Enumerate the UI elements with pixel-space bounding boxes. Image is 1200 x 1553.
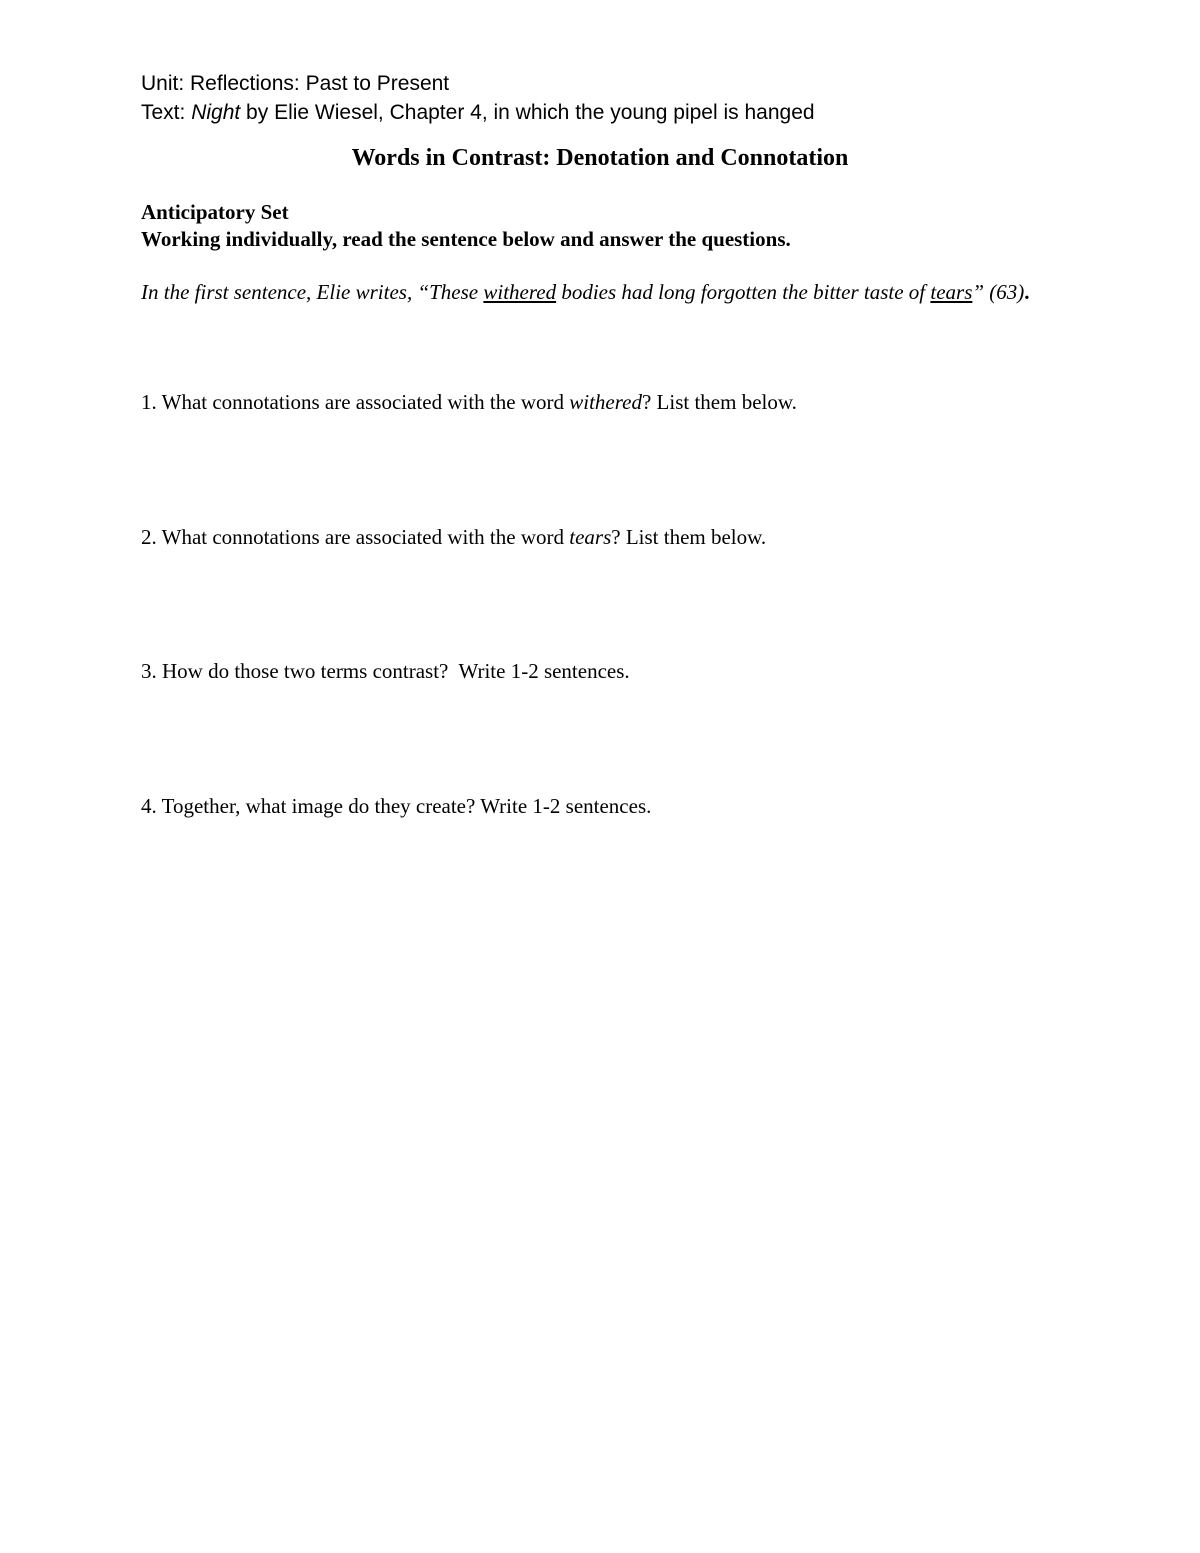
question-1-text: 1. What connotations are associated with the word [141,390,570,414]
question-4 [141,793,651,820]
question-1 [141,389,797,416]
question-1-term: withered [569,390,642,414]
question-3 [141,658,630,685]
unit-line: Unit: Reflections: Past to Present [141,72,450,95]
question-2-text: 2. What connotations are associated with the word [141,525,570,549]
page-title: Words in Contrast: Denotation and Connotation [351,145,849,171]
text-rest: by Elie Wiesel, Chapter 4, in which the young pipel is hanged [240,101,815,124]
quote-end: . [1024,280,1030,304]
question-3-text: 3. How do those two terms contrast? Write 1-2 sentences. [141,659,630,683]
section-heading: Anticipatory Set [141,200,289,224]
quote-part1: In the first sentence, Elie writes, “These [141,280,484,304]
question-2-tail: ? List them below. [611,525,767,549]
quote-part3: ” (63) [972,280,1025,304]
question-2 [141,524,766,551]
book-title: Night [191,101,241,124]
text-line [141,98,815,127]
quote-word-tears: tears [930,280,973,304]
question-1-tail: ? List them below. [641,390,797,414]
text-prefix: Text: [141,101,192,124]
question-4-text: 4. Together, what image do they create? Write 1-2 sentences. [141,794,652,818]
quote-word-withered: withered [483,280,557,304]
quote-paragraph [141,279,1041,306]
quote-part2: bodies had long forgotten the bitter taste of [556,280,931,304]
question-2-term: tears [569,525,612,549]
instructions: Working individually, read the sentence below and answer the questions. [141,227,791,251]
